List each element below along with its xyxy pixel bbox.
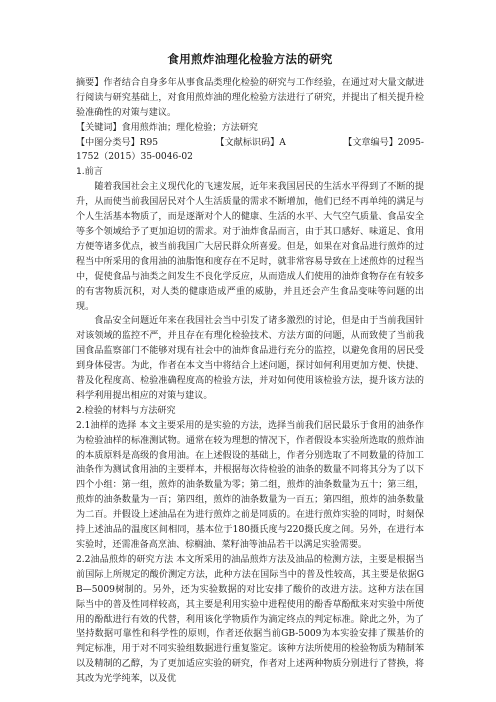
article-number-continued: 1752（2015）35-0046-02 xyxy=(76,152,193,163)
clc-number: 【中图分类号】R95 xyxy=(76,137,159,148)
article-title: 食用煎炸油理化检验方法的研究 xyxy=(167,52,333,66)
doc-code: 【文献标识码】A xyxy=(215,137,286,148)
keywords: 【关键词】食用煎炸油；理化检验；方法研究 xyxy=(76,122,258,133)
article-number-part: 【文章编号】2095- xyxy=(343,137,424,148)
intro-paragraph-2: 食品安全问题近年来在我国社会当中引发了诸多激烈的讨论，但是由于当前我国针对该领域的监控不严，并且存在有理化检验技术、方法方面的问题，从而致使了当前我国食品监察部门不能够对现有社会中的油炸食品进行充分的监控，以避免食用的居民受到身体侵害。为此，作者在本文当中将结合上述问题，探讨如何利用更加方便、快捷、普及化程度高、检验准确程度高的检验方法，并对如何使用该检验方法，提升该方法的科学利用提出相应的对策与建议。 xyxy=(76,316,424,401)
methods-paragraph-2: 2.2油品煎炸的研究方法 本文所采用的油品煎炸方法及油品的检测方法，主要是根据当前国际上所规定的酸价测定方法，此种方法在国际当中的普及性较高，其主要是依据GB—5009树制的。另外，还为实验数据的对比安排了酸价的改进方法。这种方法在国际当中的普及性同样较高，其主要是利用实验中进程使用的酚香草酚酞来对实验中所使用的酚酞进行有效的代替，利用该化学物质作为滴定终点的判定标准。除此之外，为了坚持数据可靠性和科学性的原则，作者还依据当前GB-5009为本实验安排了羰基价的判定标准，用于对不同实验组数据进行重复鉴定。该种方法所使用的检验物质为精制苯以及精制的乙醇，为了更加适应实验的研究，作者对上述两种物质分别进行了替换，将其改为光学纯苯，以及优 xyxy=(76,554,424,685)
methods-paragraph-1: 2.1油样的选择 本文主要采用的是实验的方法，选择当前我们居民最乐于食用的油条作为检验油样的标准测试物。通常在较为理想的情况下，作者假设本实验所选取的煎炸油的本质原料是高级的食用油。在上述假设的基础上，作者分别选取了不同数量的待加工油条作为测试食用油的主要样本，并根据每次待检验的油条的数量不同将其分为了以下四个小组：第一组，煎炸的油条数量为零；第二组，煎炸的油条数量为五十；第三组，煎炸的油条数量为一百；第四组，煎炸的油条数量为一百五；第四组，煎炸的油条数量为二百。并假设上述油品在为进行煎炸之前是同质的。在进行煎炸实验的同时，时刻保持上述油品的温度区间相同，基本位于180摄氏度与220摄氏度之间。另外，在进行本实验时，还需准备高烹油、棕榈油、菜籽油等油品若干以满足实验需要。 xyxy=(76,420,424,550)
section-heading-methods: 2.检验的材料与方法研究 xyxy=(76,405,176,416)
abstract: 摘要】作者结合自身多年从事食品类理化检验的研究与工作经验，在通过对大量文献进行阅读与研究基础上，对食用煎炸油的理化检验方法进行了研究，并提出了相关提升检验准确性的对策与建议。 xyxy=(76,77,424,118)
section-heading-intro: 1.前言 xyxy=(76,167,103,178)
classification-row xyxy=(76,136,424,151)
intro-paragraph-1: 随着我国社会主义现代化的飞速发展，近年来我国居民的生活水平得到了不断的提升，从而使当前我国居民对个人生活质量的需求不断增加，他们已经不再单纯的满足与个人生活基本物质了，而是逐渐对个人的健康、生活的水平、大气空气质量、食品安全等多个领域给予了更加迫切的需求。对于油炸食品而言，由于其口感好、味道足、食用方便等诸多优点，被当前我国广大居民群众所喜爱。但是，如果在对食品进行煎炸的过程当中所采用的食用油的油脂饱和度存在不足时，就非常容易导致在上述煎炸的过程当中，促使食品与油类之间发生不良化学反应，从而造成人们使用的油炸食物存在有较多的有害物质沉积，对人类的健康造成严重的威胁，并且还会产生食品变味等问题的出现。 xyxy=(76,182,424,312)
